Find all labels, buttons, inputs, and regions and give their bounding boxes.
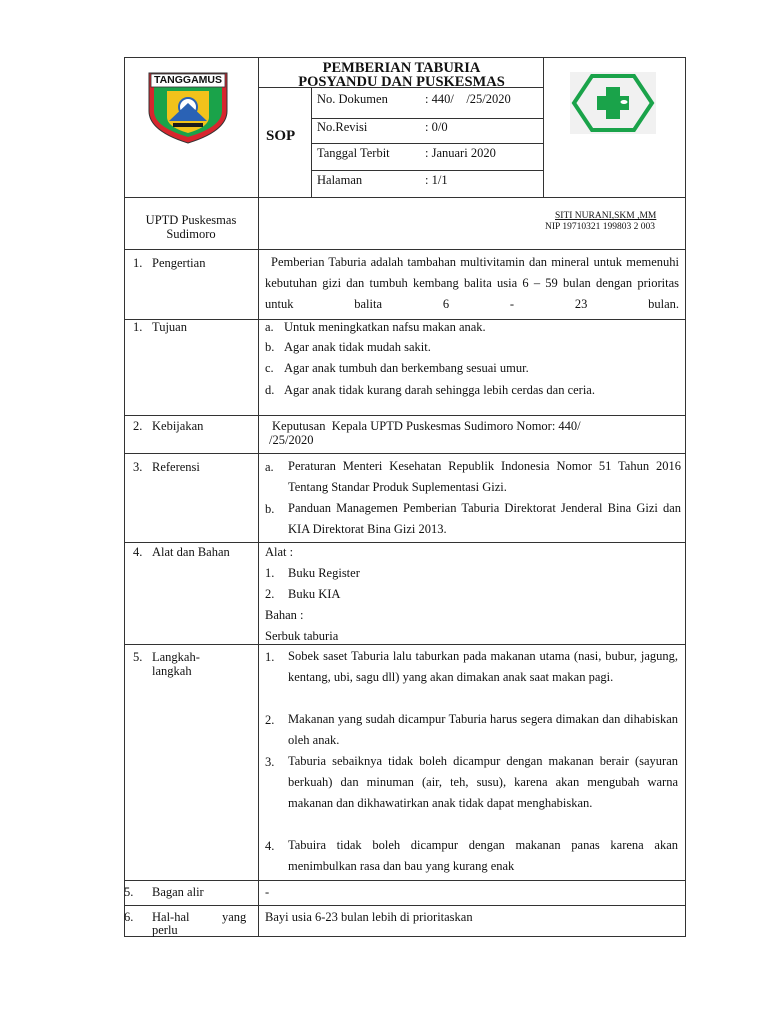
list-marker: c. (265, 361, 274, 375)
row-line (124, 880, 686, 881)
sop-document (124, 57, 686, 937)
halhal-text: Bayi usia 6-23 bulan lebih di prioritaskan (265, 910, 473, 924)
tujuan-item: Untuk meningkatkan nafsu makan anak. (284, 320, 486, 334)
border-left (124, 57, 125, 937)
list-marker: b. (265, 340, 275, 354)
border-bottom (124, 936, 686, 937)
row-line (124, 249, 686, 250)
section-label-alat: Alat dan Bahan (152, 545, 230, 559)
tujuan-item: Agar anak tidak mudah sakit. (284, 340, 431, 354)
section-number: 5. (133, 650, 143, 664)
column-divider (258, 57, 259, 937)
meta-label-halaman: Halaman (317, 173, 363, 187)
section-label-halhal-yang: yang (222, 910, 247, 924)
sop-label: SOP (266, 128, 296, 144)
puskesmas-cross-icon (570, 72, 656, 134)
langkah-item: Sobek saset Taburia lalu taburkan pada makanan utama (nasi, bubur, jagung, kentang, ubi, sagu dll) yang akan dimakan anak saat makan pagi. (288, 649, 678, 684)
tanggamus-logo (145, 65, 231, 145)
unit-name-line2: Sudimoro (166, 227, 216, 241)
bahan-text: Serbuk taburia (265, 629, 339, 643)
alat-item: Buku KIA (288, 587, 341, 601)
row-line (124, 542, 686, 543)
langkah-item: Makanan yang sudah dicampur Taburia harus segera dimakan dan dihabiskan oleh anak. (288, 712, 678, 747)
section-label-tujuan: Tujuan (152, 320, 187, 334)
langkah-item: Taburia sebaiknya tidak boleh dicampur dengan makanan berair (sayuran berkuah) dan minuman (air, teh, susu), karena akan mengubah warna makanan dan dikhawatirkan anak tidak dapat menghabiskan. (288, 754, 678, 810)
section-label-langkah-line1: Langkah- (152, 650, 200, 664)
tujuan-item: Agar anak tumbuh dan berkembang sesuai umur. (284, 361, 529, 375)
bagan-text: - (265, 885, 270, 899)
section-number: 6. (124, 910, 134, 924)
list-marker: 2. (265, 587, 275, 601)
list-marker: 3. (265, 755, 275, 769)
referensi-item: Peraturan Menteri Kesehatan Republik Indonesia Nomor 51 Tahun 2016 Tentang Standar Produk Suplementasi Gizi. (288, 459, 681, 494)
section-number: 5. (124, 885, 134, 899)
section-label-bagan: Bagan alir (152, 885, 204, 899)
row-line (311, 118, 543, 119)
meta-value-halaman: : 1/1 (425, 173, 448, 187)
border-right (685, 57, 686, 937)
langkah-item: Tabuira tidak boleh dicampur dengan makanan panas karena akan menimbulkan rasa dan bau yang kurang enak (288, 838, 678, 873)
list-marker: 4. (265, 839, 275, 853)
section-label-halhal-perlu: perlu (152, 923, 178, 937)
list-marker: 2. (265, 713, 275, 727)
meta-value-tanggal-terbit: : Januari 2020 (425, 146, 496, 160)
logo-text: TANGGAMUS (153, 74, 223, 86)
kebijakan-line2: /25/2020 (269, 433, 314, 447)
meta-value-no-dokumen: : 440/ /25/2020 (425, 92, 511, 106)
row-line (311, 170, 543, 171)
section-number: 2. (133, 419, 143, 433)
section-number: 1. (133, 320, 143, 334)
list-marker: d. (265, 383, 275, 397)
signer-nip: NIP 19710321 199803 2 003 (545, 222, 655, 232)
section-label-kebijakan: Kebijakan (152, 419, 204, 433)
meta-label-no-dokumen: No. Dokumen (317, 92, 388, 106)
bahan-heading: Bahan : (265, 608, 304, 622)
header-divider-right (543, 57, 544, 197)
header-divider-sop (311, 87, 312, 197)
document-title-line2: POSYANDU DAN PUSKESMAS (298, 74, 505, 90)
list-marker: b. (265, 502, 275, 516)
signer-name: SITI NURANI,SKM ,MM (555, 211, 657, 221)
section-label-halhal: Hal-hal (152, 910, 190, 924)
list-marker: 1. (265, 650, 275, 664)
kebijakan-line1: Keputusan Kepala UPTD Puskesmas Sudimoro Nomor: 440/ (272, 419, 581, 433)
row-line (124, 197, 686, 198)
meta-value-no-revisi: : 0/0 (425, 120, 448, 134)
section-number: 3. (133, 460, 143, 474)
row-line (124, 415, 686, 416)
alat-heading: Alat : (265, 545, 294, 559)
pengertian-text: Pemberian Taburia adalah tambahan multivitamin dan mineral untuk memenuhi kebutuhan gizi dan tumbuh kembang balita usia 6 – 59 bulan dengan prioritas untuk balita 6 - 23 bulan. (265, 255, 679, 311)
document-title-line1: PEMBERIAN TABURIA (322, 60, 481, 76)
list-marker: a. (265, 320, 274, 334)
row-line (124, 905, 686, 906)
tujuan-item: Agar anak tidak kurang darah sehingga lebih cerdas dan ceria. (284, 383, 595, 397)
section-label-referensi: Referensi (152, 460, 200, 474)
border-top (124, 57, 686, 58)
section-number: 4. (133, 545, 143, 559)
section-label-pengertian: Pengertian (152, 256, 206, 270)
section-number: 1. (133, 256, 143, 270)
row-line (124, 644, 686, 645)
list-marker: a. (265, 460, 274, 474)
puskesmas-logo (570, 72, 656, 134)
row-line (124, 453, 686, 454)
unit-name-line1: UPTD Puskesmas (145, 213, 237, 227)
meta-label-tanggal-terbit: Tanggal Terbit (317, 146, 390, 160)
section-label-langkah-line2: langkah (152, 664, 192, 678)
list-marker: 1. (265, 566, 275, 580)
referensi-item: Panduan Managemen Pemberian Taburia Direktorat Jenderal Bina Gizi dan KIA Direktorat Bina Gizi 2013. (288, 501, 681, 536)
row-line (311, 143, 543, 144)
meta-label-no-revisi: No.Revisi (317, 120, 368, 134)
alat-item: Buku Register (288, 566, 360, 580)
